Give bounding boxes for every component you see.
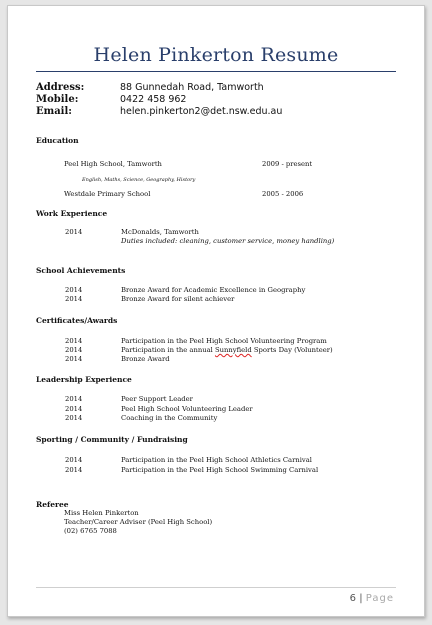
page-number [350, 593, 394, 604]
email-value: helen.pinkerton2@det.nsw.edu.au [120, 106, 283, 117]
contact-block [36, 82, 282, 118]
education-school-1: Peel High School, Tamworth [64, 160, 162, 168]
work-duties: Duties included: cleaning, customer service, money handling) [121, 237, 335, 245]
referee-heading: Referee [36, 500, 69, 509]
resume-page [7, 5, 425, 617]
referee-name: Miss Helen Pinkerton [64, 509, 139, 517]
leadership-text: Peer Support Leader [121, 395, 193, 403]
work-year: 2014 [65, 228, 83, 236]
footer-divider [36, 587, 396, 588]
sporting-year: 2014 [65, 466, 83, 474]
education-school-1-years: 2009 - present [262, 160, 313, 168]
mobile-label: Mobile: [36, 94, 79, 105]
mobile-value: 0422 458 962 [120, 94, 187, 105]
page-number-separator: | [359, 593, 363, 604]
achievement-text: Bronze Award for Academic Excellence in Geography [121, 286, 306, 294]
education-school-2: Westdale Primary School [64, 190, 151, 198]
achievement-text: Bronze Award for silent achiever [121, 295, 235, 303]
achievement-year: 2014 [65, 286, 83, 294]
spellcheck-marked-word: Sunnyfield [214, 346, 252, 354]
referee-phone: (02) 6765 7088 [64, 527, 117, 535]
certificate-year: 2014 [65, 346, 83, 354]
email-row [36, 106, 282, 118]
referee-role: Teacher/Career Adviser (Peel High School) [64, 518, 213, 526]
leadership-year: 2014 [65, 414, 83, 422]
achievement-year: 2014 [65, 295, 83, 303]
address-row [36, 82, 282, 94]
certificates-heading: Certificates/Awards [36, 316, 118, 325]
certificate-text [121, 346, 333, 354]
sporting-text: Participation in the Peel High School Athletics Carnival [121, 456, 312, 464]
certificate-year: 2014 [65, 337, 83, 345]
email-label: Email: [36, 106, 72, 117]
work-employer: McDonalds, Tamworth [121, 228, 199, 236]
sporting-heading: Sporting / Community / Fundraising [36, 435, 188, 444]
sporting-year: 2014 [65, 456, 83, 464]
certificate-text: Bronze Award [121, 355, 170, 363]
education-heading: Education [36, 136, 79, 145]
leadership-text: Coaching in the Community [121, 414, 218, 422]
address-label: Address: [36, 82, 85, 93]
certificate-text-part: Sports Day (Volunteer) [251, 346, 333, 354]
resume-title: Helen Pinkerton Resume [93, 44, 339, 66]
sporting-text: Participation in the Peel High School Swimming Carnival [121, 466, 319, 474]
education-subjects: English, Maths, Science, Geography, History [82, 177, 196, 183]
page-word: Page [365, 593, 394, 604]
mobile-row [36, 94, 282, 106]
leadership-year: 2014 [65, 405, 83, 413]
leadership-text: Peel High School Volunteering Leader [121, 405, 253, 413]
title-divider [36, 71, 396, 72]
certificate-text: Participation in the Peel High School Volunteering Program [121, 337, 327, 345]
leadership-year: 2014 [65, 395, 83, 403]
address-value: 88 Gunnedah Road, Tamworth [120, 82, 264, 93]
page-number-value: 6 [349, 593, 357, 604]
education-school-2-years: 2005 - 2006 [262, 190, 304, 198]
achievements-heading: School Achievements [36, 266, 126, 275]
work-heading: Work Experience [36, 209, 108, 218]
leadership-heading: Leadership Experience [36, 375, 132, 384]
certificate-text-part: Participation in the annual [121, 346, 215, 354]
certificate-year: 2014 [65, 355, 83, 363]
